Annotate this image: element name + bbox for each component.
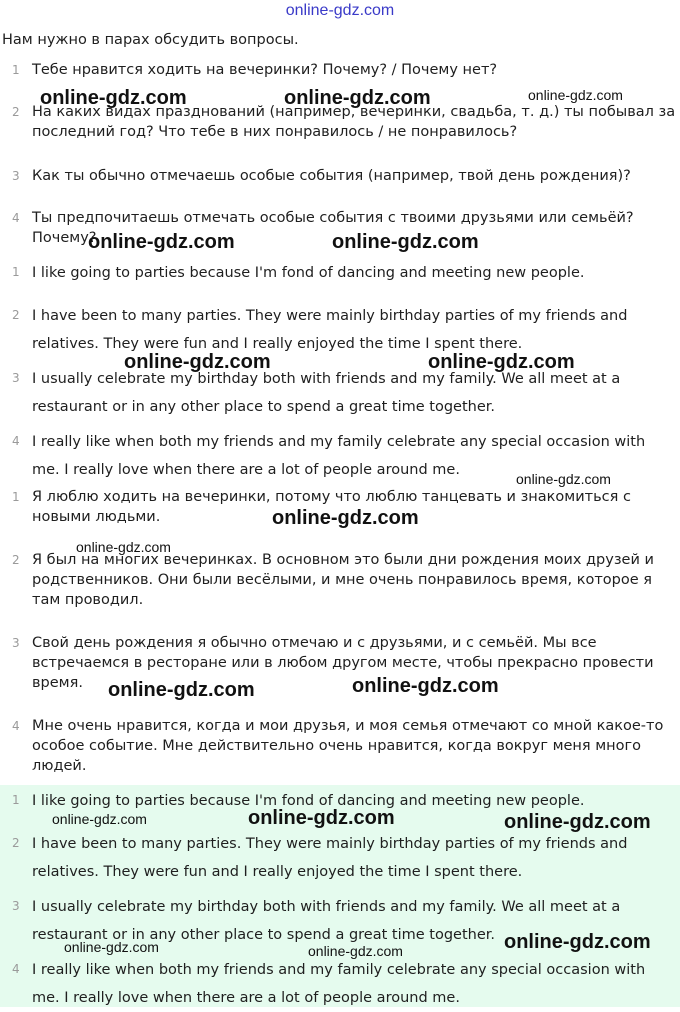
item-number: 2 — [12, 836, 20, 850]
answer-en-text: I really like when both my friends and my family celebrate any special occasion with me. I really love when there are a lot of people around me. — [32, 434, 646, 478]
item-number: 2 — [12, 308, 20, 322]
answer-highlight-item — [12, 956, 676, 1012]
watermark: online-gdz.com — [428, 351, 575, 373]
answer-ru-item — [12, 550, 676, 610]
watermark: online-gdz.com — [308, 943, 403, 959]
answer-ru-text: Я люблю ходить на вечеринки, потому что люблю танцевать и знакомиться с новыми людьми. — [32, 489, 631, 525]
watermark: online-gdz.com — [284, 87, 431, 109]
answer-en-item — [12, 365, 676, 421]
question-item — [12, 166, 676, 186]
watermark: online-gdz.com — [516, 471, 611, 487]
watermark: online-gdz.com — [352, 675, 499, 697]
answer-highlight-text: I really like when both my friends and my family celebrate any special occasion with me. I really love when there are a lot of people around me. — [32, 962, 646, 1006]
watermark: online-gdz.com — [52, 811, 147, 827]
item-number: 1 — [12, 265, 20, 279]
watermark: online-gdz.com — [332, 231, 479, 253]
item-number: 3 — [12, 169, 20, 183]
item-number: 4 — [12, 962, 20, 976]
watermark: online-gdz.com — [88, 231, 235, 253]
watermark: online-gdz.com — [108, 679, 255, 701]
question-text: На каких видах празднований (например, вечеринки, свадьба, т. д.) ты побывал за последний год? Что тебе в них понравилось / не понравилось? — [32, 104, 676, 140]
watermark: online-gdz.com — [528, 87, 623, 103]
task-intro: Нам нужно в парах обсудить вопросы. — [2, 32, 299, 48]
answer-highlight-text: I usually celebrate my birthday both with friends and my family. We all meet at a restaurant or in any other place to spend a great time together. — [32, 899, 621, 943]
item-number: 4 — [12, 719, 20, 733]
item-number: 4 — [12, 211, 20, 225]
watermark: online-gdz.com — [272, 507, 419, 529]
item-number: 3 — [12, 899, 20, 913]
watermark: online-gdz.com — [504, 931, 651, 953]
item-number: 1 — [12, 490, 20, 504]
answer-en-text: I have been to many parties. They were mainly birthday parties of my friends and relatives. They were fun and I really enjoyed the time I spent there. — [32, 308, 628, 352]
answer-ru-text: Мне очень нравится, когда и мои друзья, и моя семья отмечают со мной какое-то особое событие. Мне действительно очень нравится, когда вокруг меня много людей. — [32, 718, 664, 774]
question-text: Ты предпочитаешь отмечать особые события с твоими друзьями или семьёй? Почему? — [32, 210, 634, 246]
item-number: 1 — [12, 63, 20, 77]
watermark: online-gdz.com — [248, 807, 395, 829]
item-number: 1 — [12, 793, 20, 807]
item-number: 2 — [12, 105, 20, 119]
answer-ru-text: Я был на многих вечеринках. В основном это были дни рождения моих друзей и родственников. Они были весёлыми, и мне очень понравилось время, которое я там проводил. — [32, 552, 654, 608]
item-number: 4 — [12, 434, 20, 448]
answer-highlight-text: I like going to parties because I'm fond of dancing and meeting new people. — [32, 793, 585, 809]
answer-ru-text: Свой день рождения я обычно отмечаю и с друзьями, и с семьёй. Мы все встречаемся в ресторане или в любом другом месте, чтобы прекрасно провести время. — [32, 635, 654, 691]
question-text: Тебе нравится ходить на вечеринки? Почему? / Почему нет? — [32, 62, 498, 78]
question-item — [12, 60, 676, 80]
item-number: 3 — [12, 636, 20, 650]
answer-highlight-item — [12, 830, 676, 886]
watermark: online-gdz.com — [76, 539, 171, 555]
answer-ru-item — [12, 716, 676, 776]
answer-en-item — [12, 259, 676, 287]
answer-highlight-text: I have been to many parties. They were mainly birthday parties of my friends and relatives. They were fun and I really enjoyed the time I spent there. — [32, 836, 628, 880]
watermark: online-gdz.com — [40, 87, 187, 109]
answer-en-item — [12, 302, 676, 358]
watermark: online-gdz.com — [504, 811, 651, 833]
item-number: 3 — [12, 371, 20, 385]
question-text: Как ты обычно отмечаешь особые события (например, твой день рождения)? — [32, 168, 631, 184]
item-number: 2 — [12, 553, 20, 567]
answer-en-text: I like going to parties because I'm fond of dancing and meeting new people. — [32, 265, 585, 281]
watermark: online-gdz.com — [64, 939, 159, 955]
answer-en-text: I usually celebrate my birthday both with friends and my family. We all meet at a restaurant or in any other place to spend a great time together. — [32, 371, 621, 415]
watermark: online-gdz.com — [124, 351, 271, 373]
site-title[interactable]: online-gdz.com — [285, 2, 395, 19]
